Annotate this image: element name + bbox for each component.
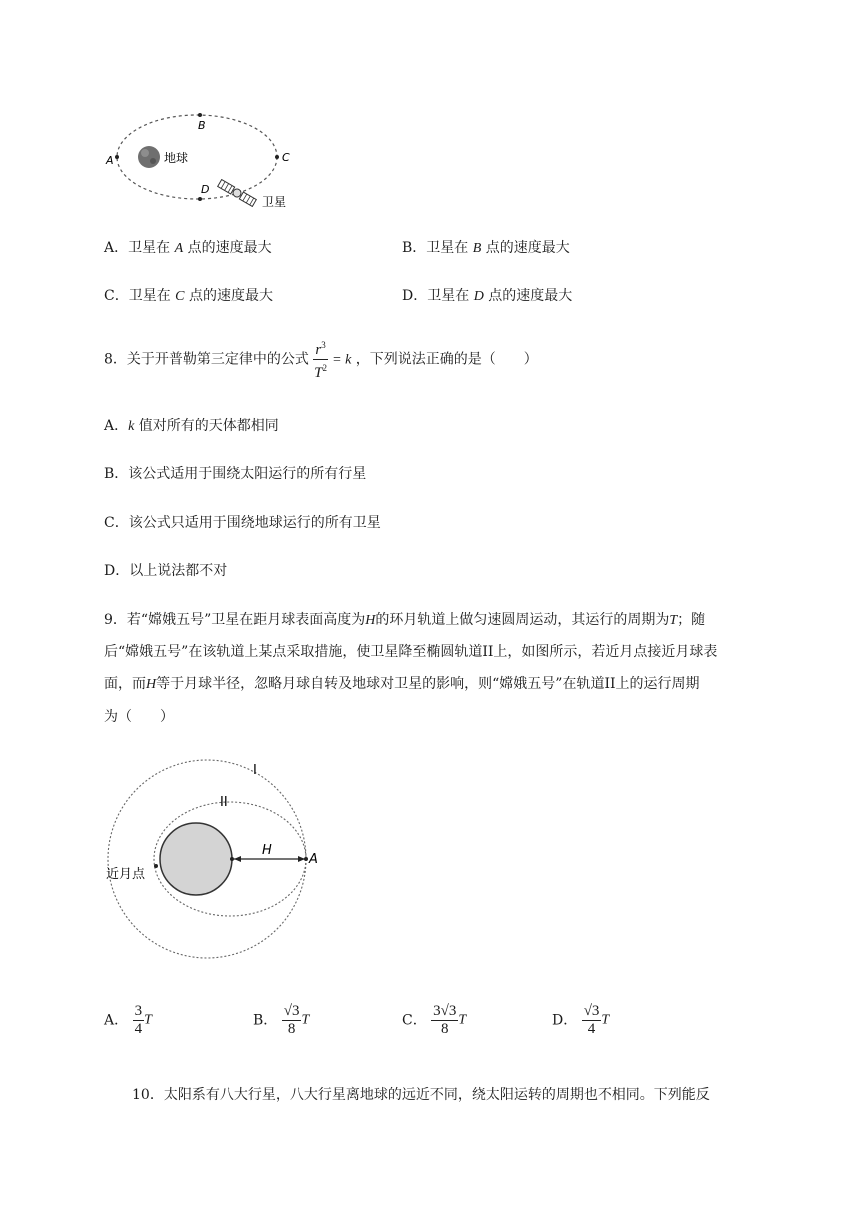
q8-option-d[interactable]: D．以上说法都不对 [104,563,228,579]
lunar-orbit-figure [100,755,330,985]
q9-stem-line1: 9．若“嫦娥五号”卫星在距月球表面高度为H的环月轨道上做匀速圆周运动，其运行的周期为T；随 [104,612,706,628]
q9-stem-line2: 后“嫦娥五号”在该轨道上某点采取措施，使卫星降至椭圆轨道II上，如图所示，若近月点接近月球表 [104,644,718,660]
perilune-label: 近月点 [106,867,146,882]
q7-option-d[interactable]: D．卫星在 D 点的速度最大 [402,288,573,304]
orbit-figure [100,100,310,212]
h-label: H [262,843,272,858]
q7-option-b[interactable]: B．卫星在 B 点的速度最大 [402,240,570,256]
point-c-label: C [282,151,290,164]
earth-label: 地球 [164,151,189,165]
q9-stem-line3: 面，而H等于月球半径，忽略月球自转及地球对卫星的影响，则“嫦娥五号”在轨道II上的运行周期 [104,676,700,692]
earth-icon [138,146,160,168]
q7-option-a[interactable]: A．卫星在 A 点的速度最大 [104,240,272,256]
satellite-icon [218,180,257,207]
q7-option-c[interactable]: C．卫星在 C 点的速度最大 [104,288,273,304]
q8-stem: 8．关于开普勒第三定律中的公式 $\frac{r^3}{T^2}$ = k ，下列说法正确的是（ ） [104,337,538,382]
point-b-label: B [198,119,206,132]
orbit-ii-label: II [220,795,228,810]
satellite-label: 卫星 [262,195,287,209]
point-a-label: A [106,154,114,167]
q9-option-a[interactable]: A． $\frac{3}{4}$ T [104,1003,152,1037]
point-a-label: A [309,852,318,867]
q9-option-d[interactable]: D． $\frac{√3}{4}$ T [552,1003,610,1037]
q9-option-b[interactable]: B． $\frac{√3}{8}$ T [253,1003,310,1037]
kepler-formula: $\frac{r^3}{T^2}$ [313,337,327,382]
q10-stem: 10．太阳系有八大行星，八大行星离地球的远近不同，绕太阳运转的周期也不相同。下列能反 [132,1087,710,1103]
orbit-i-label: I [253,763,257,778]
moon [160,823,232,895]
q8-option-b[interactable]: B．该公式适用于围绕太阳运行的所有行星 [104,466,367,482]
q9-stem-line4: 为（ ） [104,709,174,725]
q9-option-c[interactable]: C． $\frac{3√3}{8}$ T [402,1003,467,1037]
q8-option-c[interactable]: C．该公式只适用于围绕地球运行的所有卫星 [104,515,381,531]
point-d-label: D [201,183,210,196]
q8-option-a[interactable]: A．k 值对所有的天体都相同 [104,418,279,434]
